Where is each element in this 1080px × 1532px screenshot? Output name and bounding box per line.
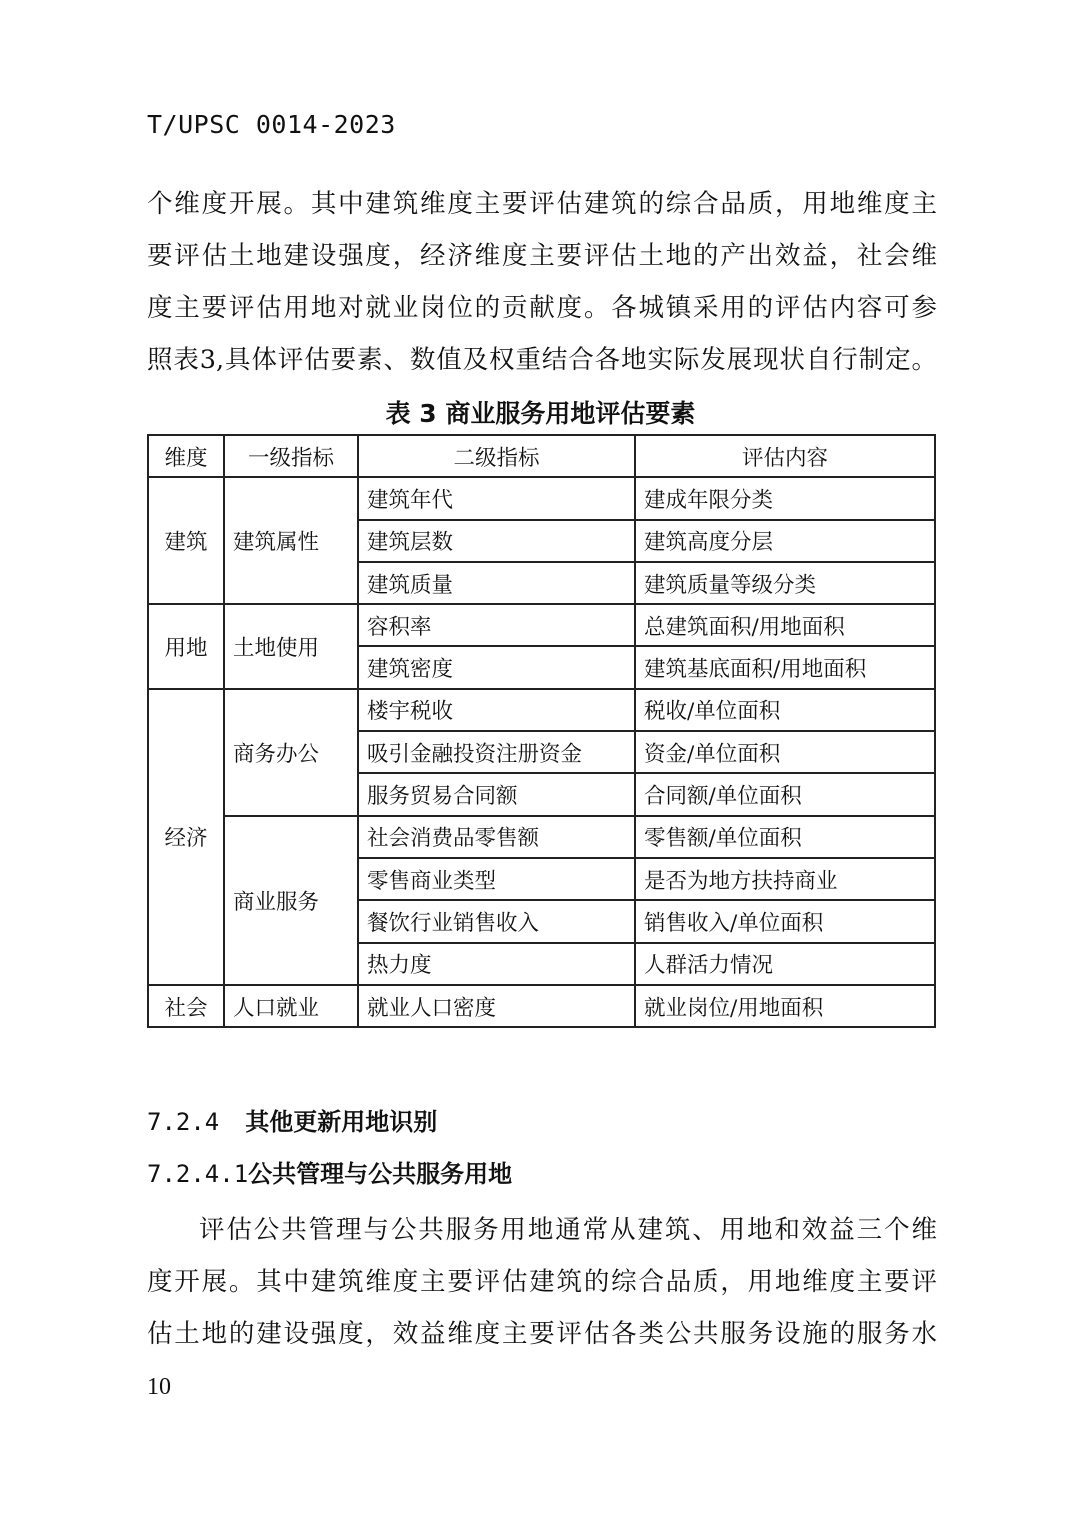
paragraph-line: 评估公共管理与公共服务用地通常从建筑、用地和效益三个维 <box>199 1215 937 1245</box>
evaluation-content-cell: 销售收入/单位面积 <box>635 900 935 942</box>
header-primary-indicator: 一级指标 <box>224 435 358 477</box>
evaluation-table <box>147 434 936 1028</box>
section-number: 7.2.4 <box>147 1108 220 1136</box>
primary-indicator-cell: 土地使用 <box>224 604 358 689</box>
paragraph-line: 要评估土地建设强度，经济维度主要评估土地的产出效益，社会维 <box>147 241 937 271</box>
evaluation-content-cell: 资金/单位面积 <box>635 731 935 773</box>
dimension-cell: 社会 <box>148 985 224 1027</box>
paragraph-line: 照表3,具体评估要素、数值及权重结合各地实际发展现状自行制定。 <box>147 345 937 375</box>
table-row <box>148 689 935 731</box>
secondary-indicator-cell: 建筑密度 <box>358 646 635 688</box>
dimension-cell: 经济 <box>148 689 224 985</box>
evaluation-content-cell: 人群活力情况 <box>635 943 935 985</box>
header-dimension: 维度 <box>148 435 224 477</box>
public-service-paragraph <box>147 1204 937 1360</box>
paragraph-line: 度开展。其中建筑维度主要评估建筑的综合品质，用地维度主要评 <box>147 1267 937 1297</box>
secondary-indicator-cell: 社会消费品零售额 <box>358 816 635 858</box>
secondary-indicator-cell: 热力度 <box>358 943 635 985</box>
primary-indicator-cell: 商业服务 <box>224 816 358 985</box>
secondary-indicator-cell: 服务贸易合同额 <box>358 773 635 815</box>
secondary-indicator-cell: 零售商业类型 <box>358 858 635 900</box>
header-secondary-indicator: 二级指标 <box>358 435 635 477</box>
evaluation-content-cell: 零售额/单位面积 <box>635 816 935 858</box>
dimension-cell: 建筑 <box>148 477 224 604</box>
table-row <box>148 604 935 646</box>
secondary-indicator-cell: 建筑质量 <box>358 562 635 604</box>
section-number: 7.2.4.1 <box>147 1160 249 1188</box>
paragraph-line: 个维度开展。其中建筑维度主要评估建筑的综合品质，用地维度主 <box>147 189 937 219</box>
table-header-row <box>148 435 935 477</box>
paragraph-line: 度主要评估用地对就业岗位的贡献度。各城镇采用的评估内容可参 <box>147 293 937 323</box>
secondary-indicator-cell: 楼宇税收 <box>358 689 635 731</box>
primary-indicator-cell: 商务办公 <box>224 689 358 816</box>
section-title: 其他更新用地识别 <box>245 1108 438 1136</box>
section-heading-7-2-4 <box>147 1102 437 1142</box>
table-row <box>148 816 935 858</box>
secondary-indicator-cell: 餐饮行业销售收入 <box>358 900 635 942</box>
table-caption: 表 3 商业服务用地评估要素 <box>385 399 696 428</box>
paragraph-line: 估土地的建设强度，效益维度主要评估各类公共服务设施的服务水 <box>147 1319 937 1349</box>
evaluation-content-cell: 建成年限分类 <box>635 477 935 519</box>
evaluation-content-cell: 建筑基底面积/用地面积 <box>635 646 935 688</box>
evaluation-content-cell: 建筑质量等级分类 <box>635 562 935 604</box>
evaluation-content-cell: 是否为地方扶持商业 <box>635 858 935 900</box>
secondary-indicator-cell: 就业人口密度 <box>358 985 635 1027</box>
section-heading-7-2-4-1 <box>147 1154 512 1194</box>
primary-indicator-cell: 人口就业 <box>224 985 358 1027</box>
dimension-cell: 用地 <box>148 604 224 689</box>
standard-code: T/UPSC 0014-2023 <box>147 110 396 139</box>
evaluation-content-cell: 税收/单位面积 <box>635 689 935 731</box>
evaluation-content-cell: 总建筑面积/用地面积 <box>635 604 935 646</box>
evaluation-content-cell: 建筑高度分层 <box>635 520 935 562</box>
table-row <box>148 477 935 519</box>
page-number: 10 <box>147 1374 171 1400</box>
secondary-indicator-cell: 建筑年代 <box>358 477 635 519</box>
secondary-indicator-cell: 容积率 <box>358 604 635 646</box>
secondary-indicator-cell: 吸引金融投资注册资金 <box>358 731 635 773</box>
evaluation-content-cell: 就业岗位/用地面积 <box>635 985 935 1027</box>
header-evaluation-content: 评估内容 <box>635 435 935 477</box>
intro-paragraph <box>147 178 937 386</box>
primary-indicator-cell: 建筑属性 <box>224 477 358 604</box>
table-row <box>148 985 935 1027</box>
section-title: 公共管理与公共服务用地 <box>248 1160 513 1188</box>
evaluation-content-cell: 合同额/单位面积 <box>635 773 935 815</box>
secondary-indicator-cell: 建筑层数 <box>358 520 635 562</box>
